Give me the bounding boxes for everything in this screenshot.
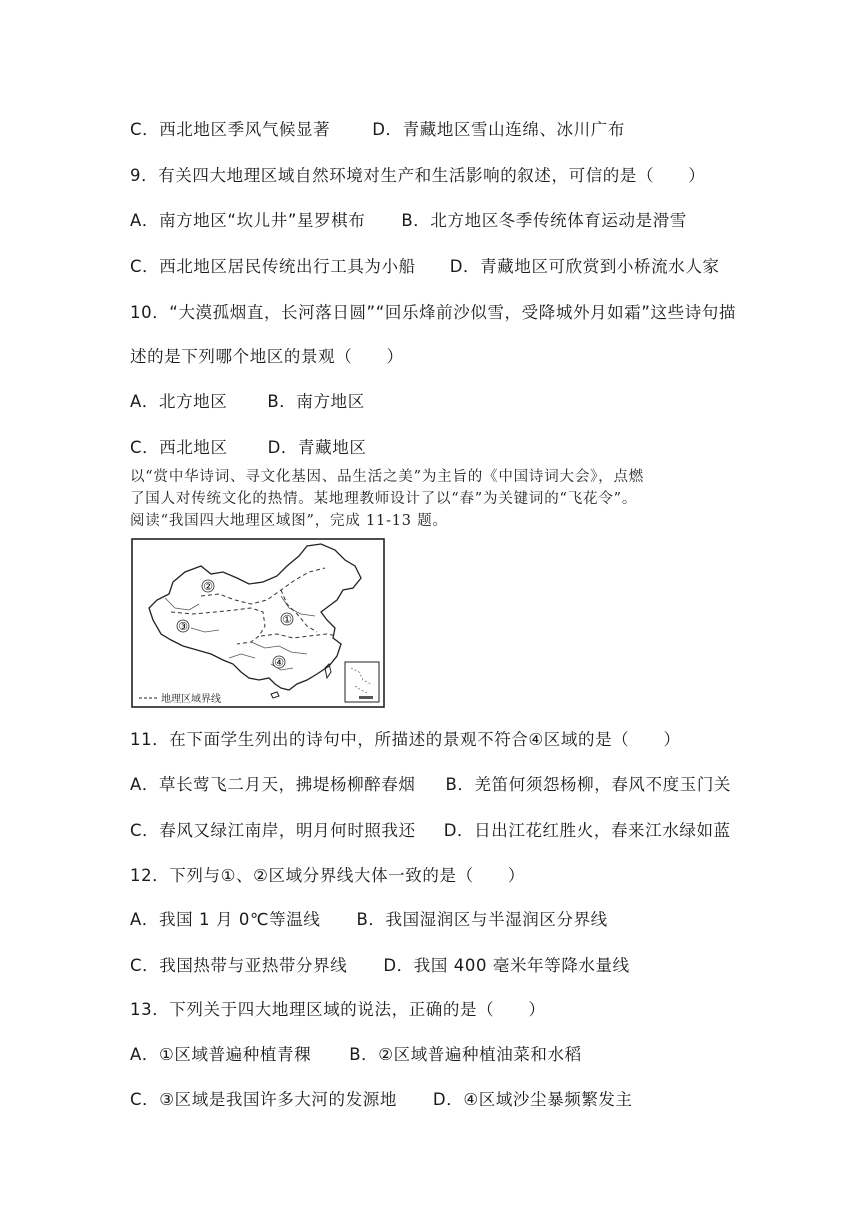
q13-options-row-2 (130, 1086, 633, 1110)
q11-stem: 11．在下面学生列出的诗句中，所描述的景观不符合④区域的是（ ） (130, 730, 681, 749)
q13-option-c: C．③区域是我国许多大河的发源地 (130, 1090, 397, 1109)
q8-option-d: D．青藏地区雪山连绵、冰川广布 (372, 120, 625, 139)
q12-options-row-1 (130, 906, 608, 930)
reading-passage (130, 466, 735, 532)
china-four-regions-map (131, 538, 385, 708)
q8-option-c: C．西北地区季风气候显著 (130, 120, 331, 139)
q12-option-b: B．我国湿润区与半湿润区分界线 (356, 910, 608, 929)
q10-stem-line-2: 述的是下列哪个地区的景观（ ） (130, 347, 404, 366)
q10-option-d: D．青藏地区 (267, 438, 367, 457)
q10-option-b: B．南方地区 (267, 392, 365, 411)
q9-option-d: D．青藏地区可欣赏到小桥流水人家 (449, 257, 720, 276)
q9-options-row-1 (130, 207, 687, 231)
q12-stem: 12．下列与①、②区域分界线大体一致的是（ ） (130, 866, 525, 885)
q10-stem-line-1: 10．“大漠孤烟直，长河落日圆”“回乐烽前沙似雪，受降城外月如霜”这些诗句描 (130, 303, 736, 322)
q9-option-a: A．南方地区“坎儿井”星罗棋布 (130, 211, 366, 230)
passage-line-2: 了国人对传统文化的热情。某地理教师设计了以“春”为关键词的“飞花令”。 (130, 491, 638, 507)
q13-stem: 13．下列关于四大地理区域的说法，正确的是（ ） (130, 1000, 546, 1019)
passage-line-1: 以“赏中华诗词、寻文化基因、品生活之美”为主旨的《中国诗词大会》，点燃 (130, 469, 645, 485)
q11-option-a: A．草长莺飞二月天，拂堤杨柳醉春烟 (130, 775, 416, 794)
q10-options-row-2 (130, 434, 366, 458)
q9-option-c: C．西北地区居民传统出行工具为小船 (130, 257, 416, 276)
q11-options-row-2 (130, 817, 731, 841)
passage-line-3: 阅读“我国四大地理区域图”，完成 11-13 题。 (130, 513, 448, 529)
q11-option-d: D．日出江花红胜火，春来江水绿如蓝 (443, 821, 731, 840)
q12-option-a: A．我国 1 月 0℃等温线 (130, 910, 321, 929)
q10-option-a: A．北方地区 (130, 392, 228, 411)
region-label-1: ① (282, 613, 292, 626)
q11-option-b: B．羌笛何须怨杨柳，春风不度玉门关 (445, 775, 732, 794)
q9-options-row-2 (130, 253, 720, 277)
q10-option-c: C．西北地区 (130, 438, 228, 457)
region-label-3: ③ (178, 620, 188, 633)
q13-options-row-1 (130, 1041, 582, 1065)
q9-stem: 9．有关四大地理区域自然环境对生产和生活影响的叙述，可信的是（ ） (130, 166, 706, 185)
q8-options-row (130, 116, 625, 140)
q13-option-d: D．④区域沙尘暴频繁发主 (432, 1090, 633, 1109)
q12-option-d: D．我国 400 毫米年等降水量线 (383, 956, 630, 975)
q13-option-b: B．②区域普遍种植油菜和水稻 (349, 1045, 582, 1064)
q11-options-row-1 (130, 771, 731, 795)
q13-option-a: A．①区域普遍种植青稞 (130, 1045, 312, 1064)
q11-option-c: C．春风又绿江南岸，明月何时照我还 (130, 821, 416, 840)
legend-label: 地理区域界线 (161, 694, 221, 705)
q12-option-c: C．我国热带与亚热带分界线 (130, 956, 348, 975)
region-label-2: ② (203, 580, 213, 593)
q9-option-b: B．北方地区冬季传统体育运动是滑雪 (401, 211, 687, 230)
q10-options-row-1 (130, 388, 365, 412)
region-label-4: ④ (274, 656, 284, 669)
q12-options-row-2 (130, 952, 630, 976)
